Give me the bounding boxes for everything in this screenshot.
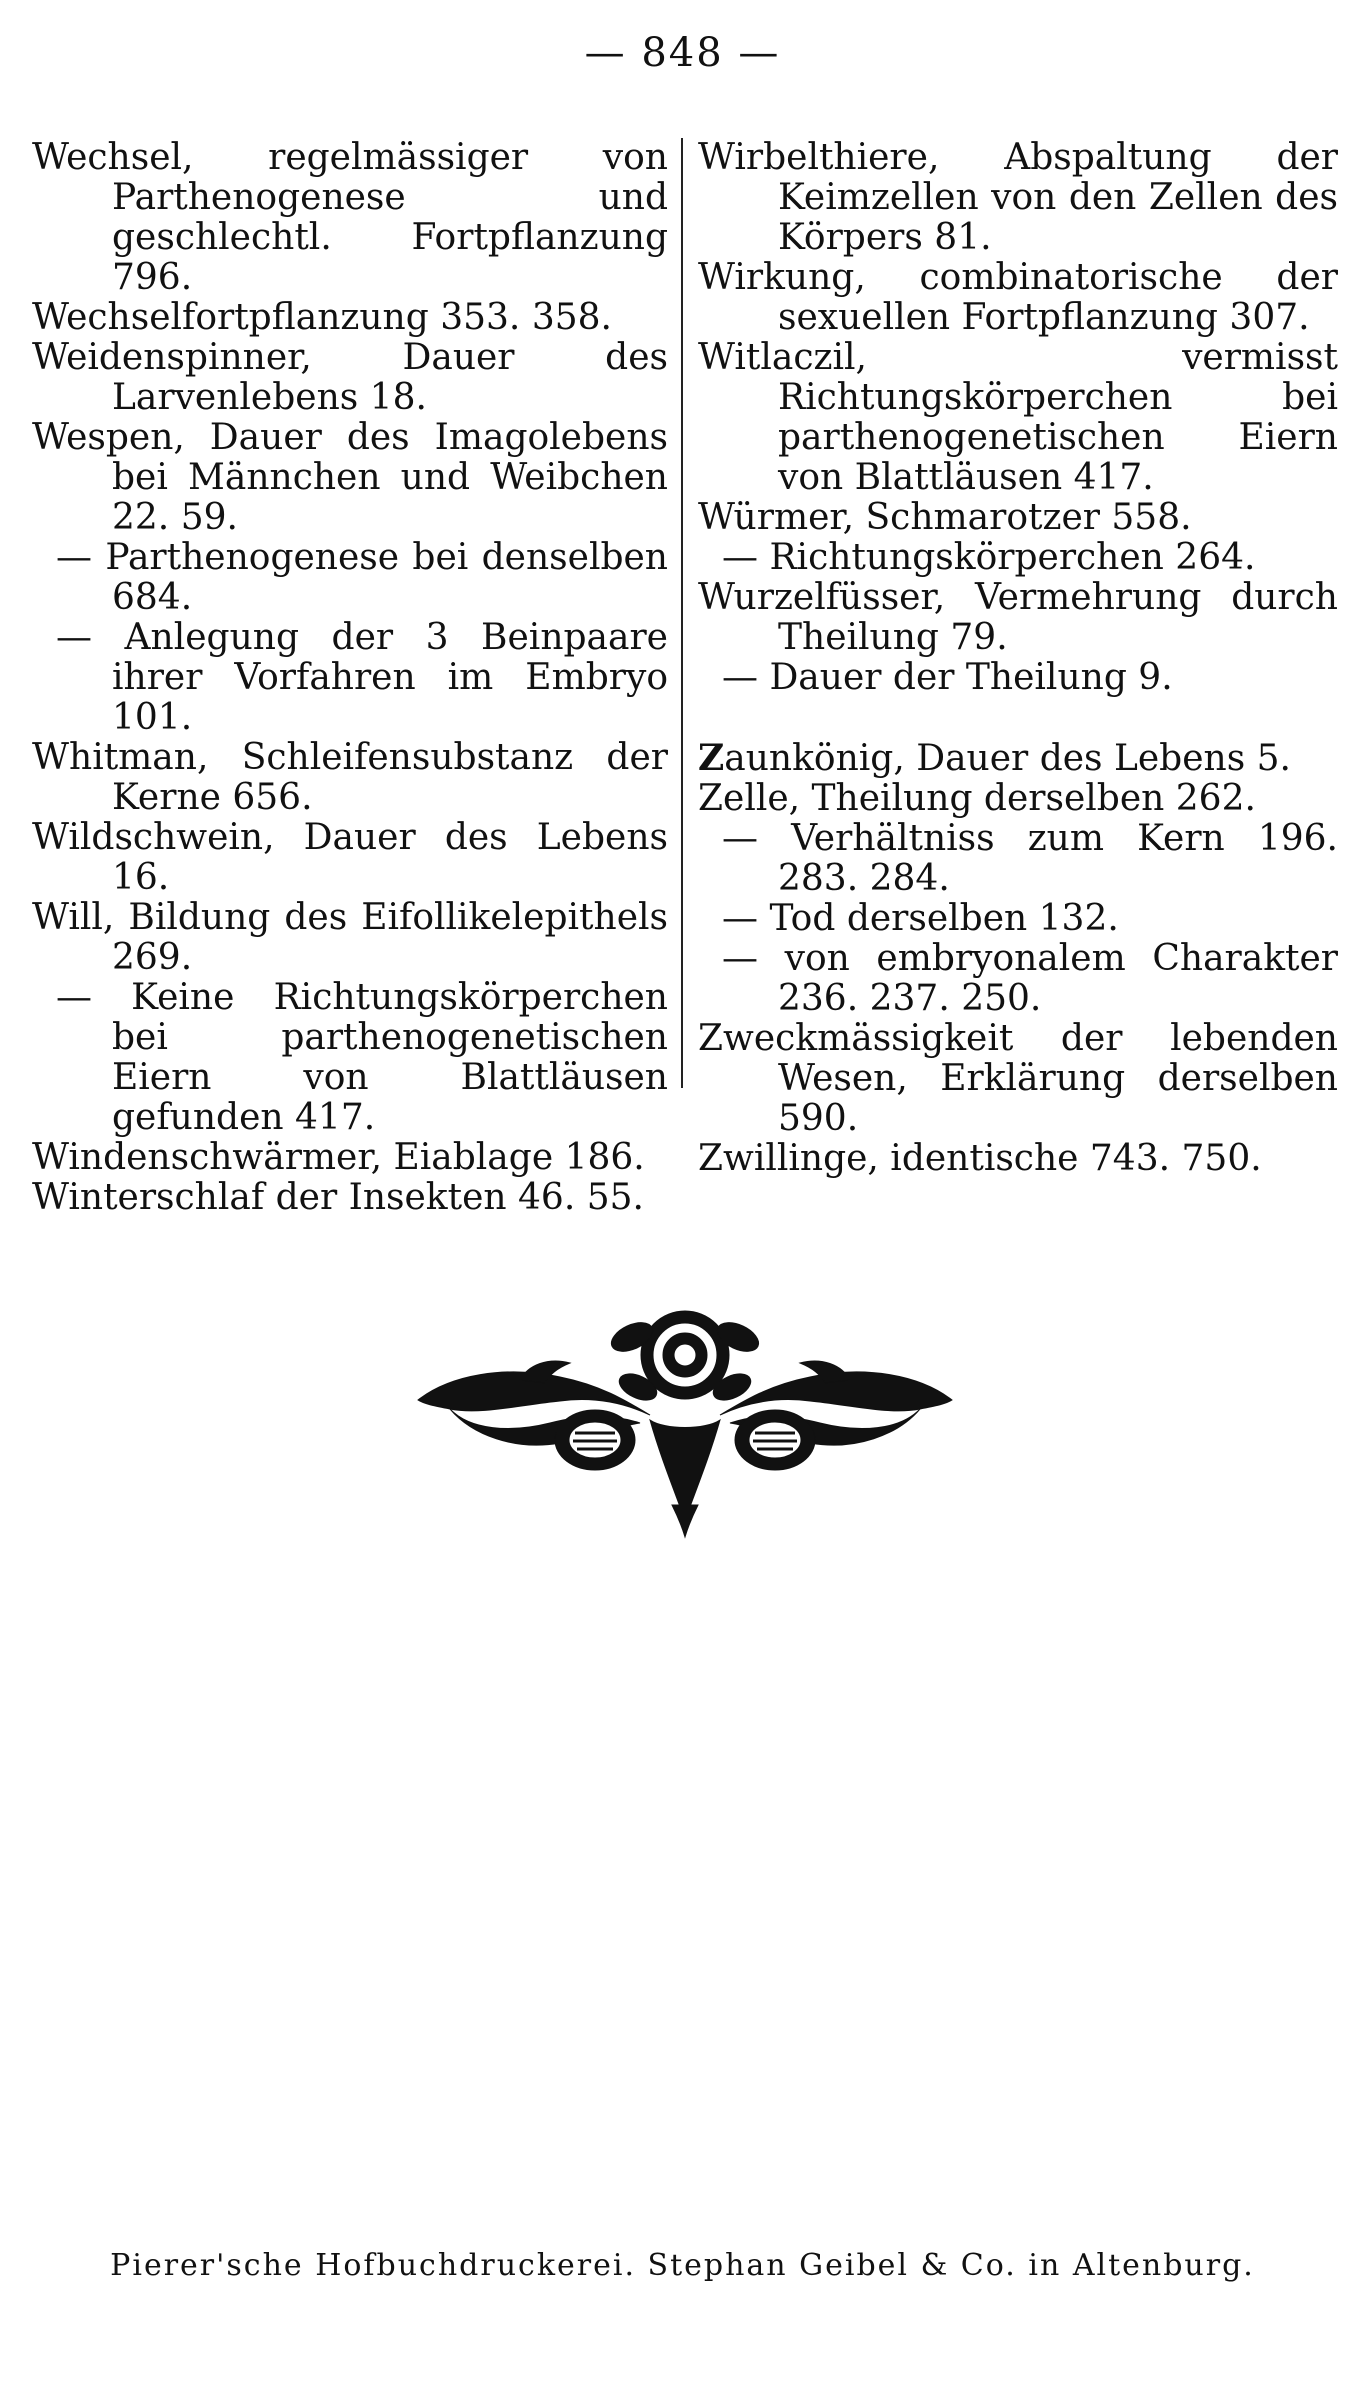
index-subentry: — Tod derselben 132. xyxy=(722,898,1119,939)
index-subentry: — Richtungskörperchen 264. xyxy=(722,537,1256,578)
index-subentry: — Verhältniss zum Kern 196. 283. 284. xyxy=(722,818,1338,899)
index-entry: Weidenspinner, Dauer des Larvenlebens 18. xyxy=(32,337,668,418)
index-entry: Wurzelfüsser, Vermehrung durch Theilung 79. xyxy=(698,577,1338,658)
section-initial: Z xyxy=(698,737,725,779)
index-entry: Winterschlaf der Insekten 46. 55. xyxy=(32,1177,644,1218)
index-entry-section-start xyxy=(698,738,1338,779)
index-entry: Will, Bildung des Eifollikelepithels 269. xyxy=(32,897,668,978)
index-column-left xyxy=(32,138,668,1218)
index-entry-text: aunkönig, Dauer des Lebens 5. xyxy=(724,738,1291,779)
index-subentry: — Parthenogenese bei denselben 684. xyxy=(56,537,668,618)
page-number: — 848 — xyxy=(584,30,781,76)
index-entry: Zelle, Theilung derselben 262. xyxy=(698,778,1256,819)
index-entry: Windenschwärmer, Eiablage 186. xyxy=(32,1137,645,1178)
index-entry: Wechsel, regelmässiger von Parthenogenese und geschlechtl. Fortpflanzung 796. xyxy=(32,137,668,298)
section-gap xyxy=(698,698,1338,738)
index-entry: Witlaczil, vermisst Richtungskörperchen bei parthenogenetischen Eiern von Blattläusen 417. xyxy=(698,337,1338,498)
index-entry: Zwillinge, identische 743. 750. xyxy=(698,1138,1262,1179)
index-entry: Whitman, Schleifensubstanz der Kerne 656. xyxy=(32,737,668,818)
index-entry: Würmer, Schmarotzer 558. xyxy=(698,497,1192,538)
column-divider xyxy=(681,138,683,1088)
index-subentry: — von embryonalem Charakter 236. 237. 250. xyxy=(722,938,1338,1019)
index-subentry: — Dauer der Theilung 9. xyxy=(722,657,1173,698)
index-entry: Zweckmässigkeit der lebenden Wesen, Erklärung derselben 590. xyxy=(698,1018,1338,1139)
printer-imprint: Pierer'sche Hofbuchdruckerei. Stephan Geibel & Co. in Altenburg. xyxy=(110,2248,1255,2283)
index-column-right xyxy=(698,138,1338,1179)
index-subentry: — Keine Richtungskörperchen bei parthenogenetischen Eiern von Blattläusen gefunden 417. xyxy=(56,977,668,1138)
index-subentry: — Anlegung der 3 Beinpaare ihrer Vorfahren im Embryo 101. xyxy=(56,617,668,738)
index-entry: Wirbelthiere, Abspaltung der Keimzellen von den Zellen des Körpers 81. xyxy=(698,137,1338,258)
index-entry: Wechselfortpflanzung 353. 358. xyxy=(32,297,612,338)
index-entry: Wildschwein, Dauer des Lebens 16. xyxy=(32,817,668,898)
floral-ornament-icon xyxy=(410,1305,960,1540)
index-entry: Wirkung, combinatorische der sexuellen Fortpflanzung 307. xyxy=(698,257,1338,338)
index-entry: Wespen, Dauer des Imagolebens bei Männchen und Weibchen 22. 59. xyxy=(32,417,668,538)
